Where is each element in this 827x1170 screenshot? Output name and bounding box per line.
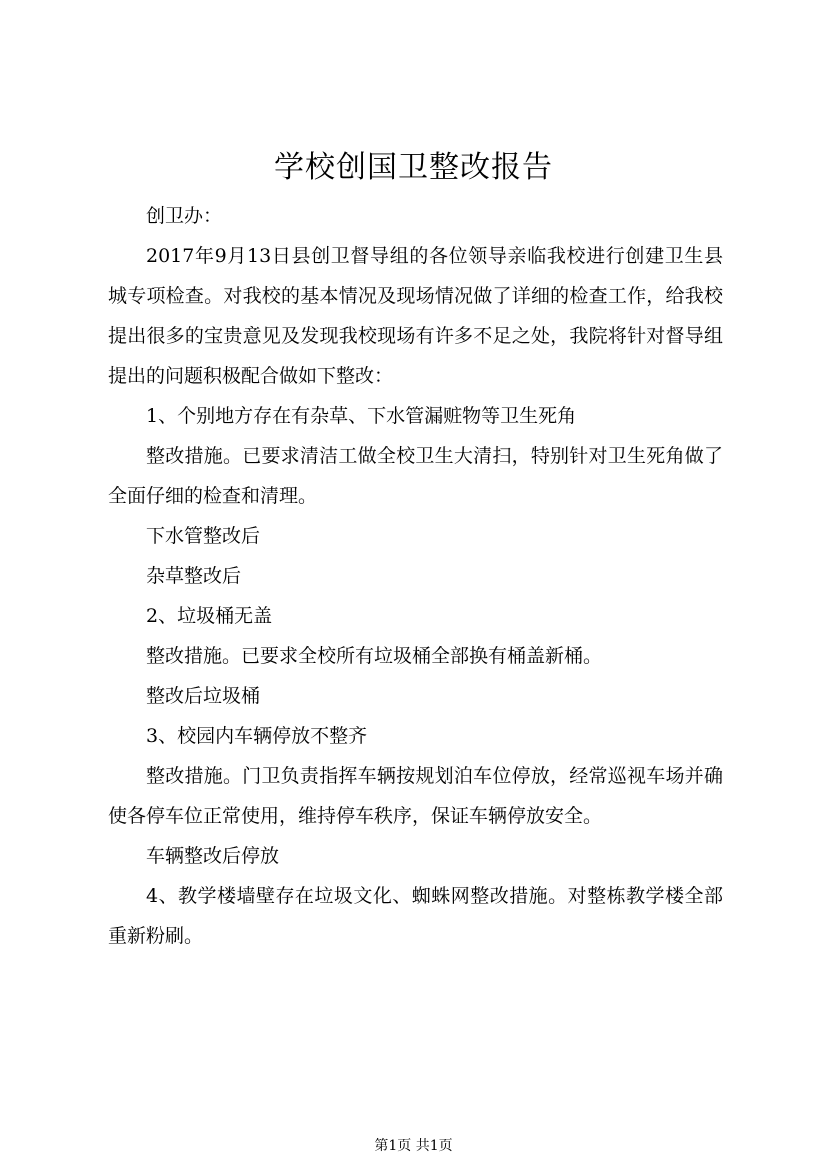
document-body <box>108 196 723 956</box>
caption-drainpipe: 下水管整改后 <box>146 525 261 547</box>
issue-3-measures: 整改措施。门卫负责指挥车辆按规划泊车位停放，经常巡视车场并确使各停车位正常使用，维持停车秩序，保证车辆停放安全。 <box>108 765 723 827</box>
issue-1-measures: 整改措施。已要求清洁工做全校卫生大清扫，特别针对卫生死角做了全面仔细的检查和清理。 <box>108 445 723 507</box>
issue-3-heading: 3、校园内车辆停放不整齐 <box>146 725 368 747</box>
caption-trash-bins: 整改后垃圾桶 <box>146 685 261 707</box>
salutation: 创卫办： <box>146 205 223 227</box>
caption-weeds: 杂草整改后 <box>146 565 242 587</box>
issue-2-measures: 整改措施。已要求全校所有垃圾桶全部换有桶盖新桶。 <box>146 645 603 667</box>
document-title: 学校创国卫整改报告 <box>274 150 553 185</box>
issue-2-heading: 2、垃圾桶无盖 <box>146 605 273 627</box>
page-footer: 第1页 共1页 <box>374 1138 453 1154</box>
issue-4-paragraph: 4、教学楼墙壁存在垃圾文化、蜘蛛网整改措施。对整栋教学楼全部重新粉刷。 <box>108 885 723 947</box>
caption-vehicle-parking: 车辆整改后停放 <box>146 845 280 867</box>
intro-paragraph: 2017年9月13日县创卫督导组的各位领导亲临我校进行创建卫生县城专项检查。对我校的基本情况及现场情况做了详细的检查工作，给我校提出很多的宝贵意见及发现我校现场有许多不足之处，我院将针对督导组提出的问题积极配合做如下整改： <box>108 245 723 387</box>
issue-1-heading: 1、个别地方存在有杂草、下水管漏赃物等卫生死角 <box>146 405 577 427</box>
